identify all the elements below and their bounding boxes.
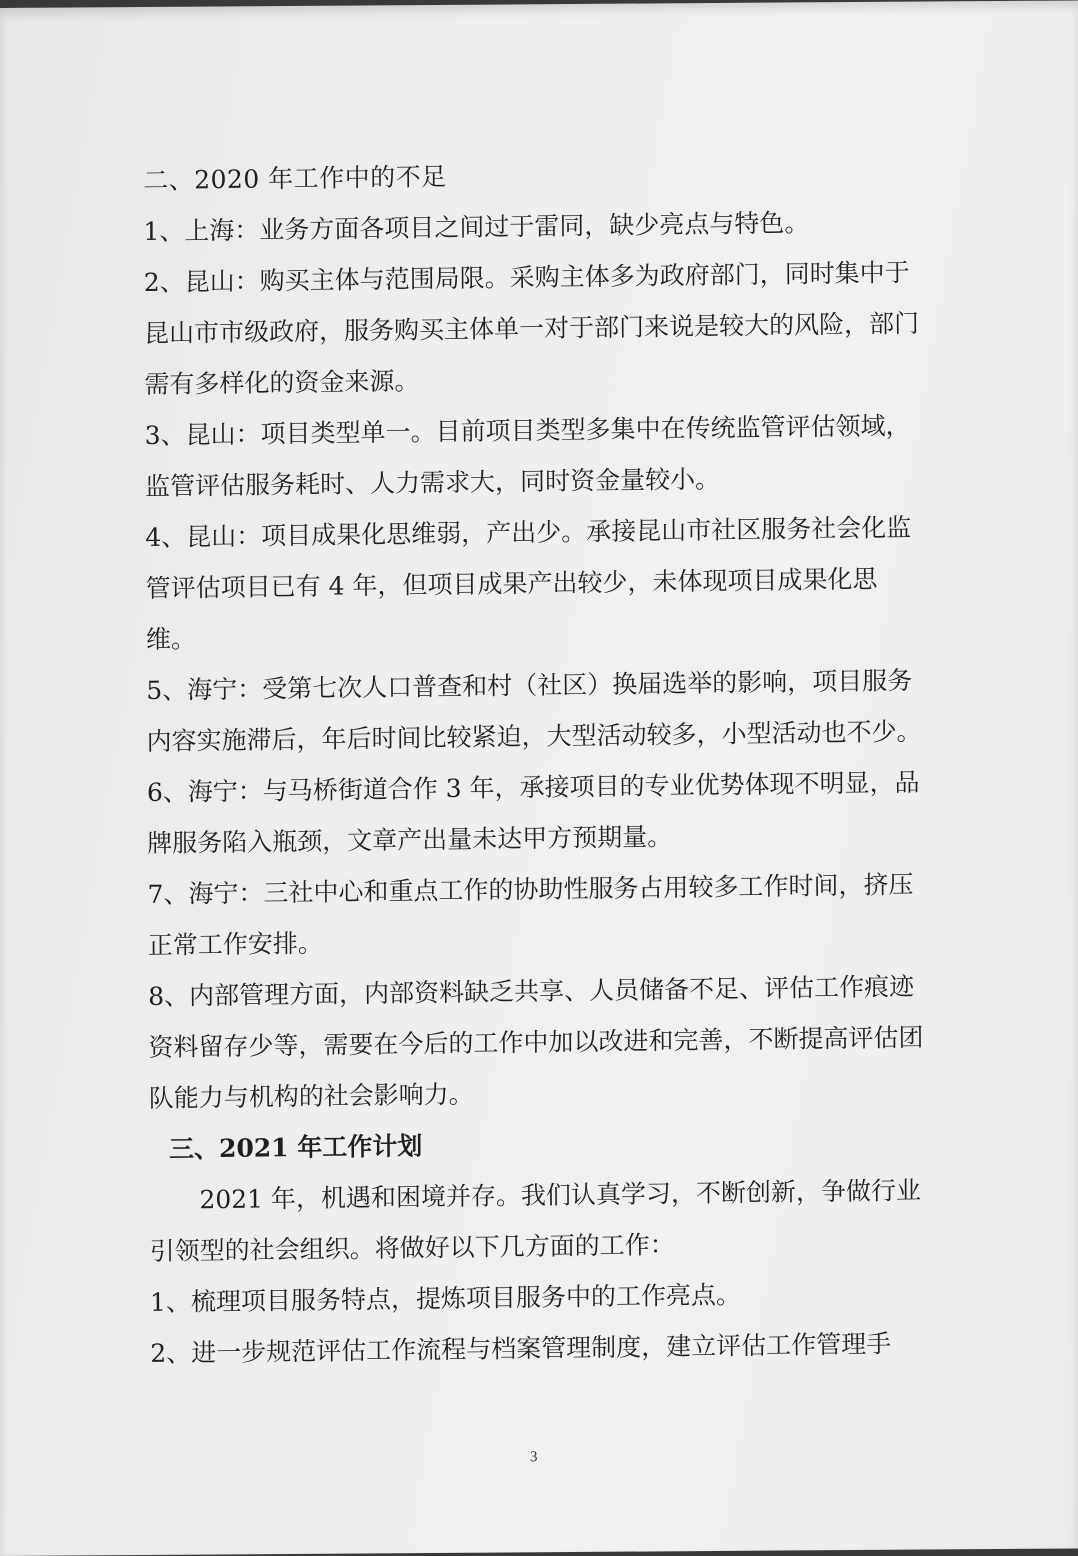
plan-item-2: 2、进一步规范评估工作流程与档案管理制度，建立评估工作管理手	[150, 1329, 892, 1368]
deficiency-item-6: 6、海宁：与马桥街道合作 3 年，承接项目的专业优势体现不明显，品牌服务陷入瓶颈，文章产出量未达甲方预期量。	[146, 767, 920, 858]
deficiency-item-2: 2、昆山：购买主体与范围局限。采购主体多为政府部门，同时集中于昆山市市级政府，服务购买主体单一对于部门来说是较大的风险，部门需有多样化的资金来源。	[143, 257, 920, 399]
section-heading-deficiencies: 二、2020 年工作中的不足	[143, 162, 447, 195]
deficiency-item-8: 8、内部管理方面，内部资料缺乏共享、人员储备不足、评估工作痕迹资料留存少等，需要在今后的工作中加以改进和完善，不断提高评估团队能力与机构的社会影响力。	[148, 971, 924, 1113]
document-body	[143, 145, 930, 1379]
plan-intro-paragraph: 2021 年，机遇和困境并存。我们认真学习，不断创新，争做行业引领型的社会组织。将做好以下几方面的工作：	[149, 1175, 922, 1266]
deficiency-item-4: 4、昆山：项目成果化思维弱，产出少。承接昆山市社区服务社会化监管评估项目已有 4 年，但项目成果产出较少，未体现项目成果化思维。	[145, 512, 912, 654]
deficiency-item-1: 1、上海：业务方面各项目之间过于雷同，缺少亮点与特色。	[143, 208, 810, 246]
section-heading-plan: 三、2021 年工作计划	[168, 1131, 423, 1164]
deficiency-item-3: 3、昆山：项目类型单一。目前项目类型多集中在传统监管评估领域，监管评估服务耗时、人力需求大，同时资金量较小。	[144, 410, 911, 501]
deficiency-item-5: 5、海宁：受第七次人口普查和村（社区）换届选举的影响，项目服务内容实施滞后，年后时间比较紧迫，大型活动较多，小型活动也不少。	[146, 665, 922, 756]
deficiency-item-7: 7、海宁：三社中心和重点工作的协助性服务占用较多工作时间，挤压正常工作安排。	[147, 869, 914, 960]
plan-item-1: 1、梳理项目服务特点，提炼项目服务中的工作亮点。	[149, 1280, 742, 1317]
page-number: 3	[530, 1449, 538, 1466]
